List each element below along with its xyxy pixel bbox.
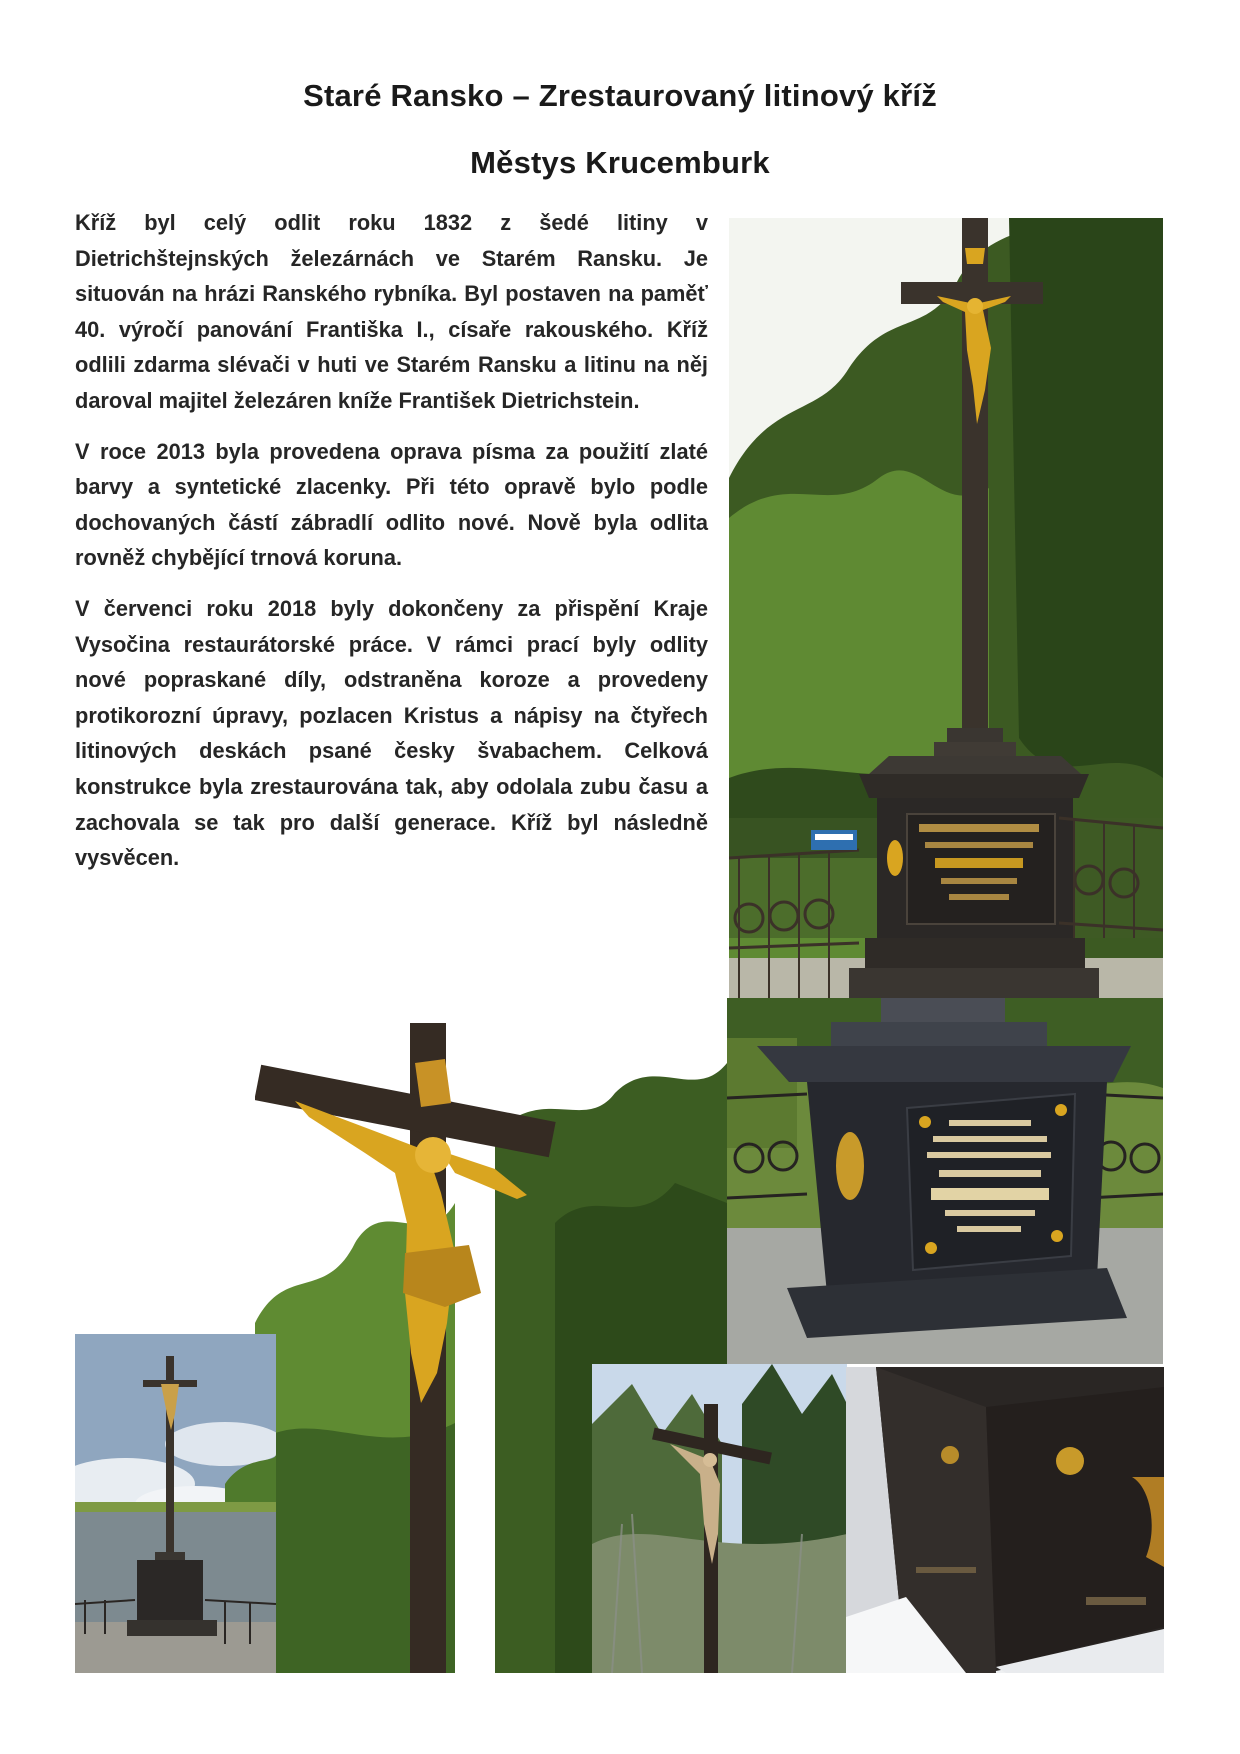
photo-cross-among-trees [592,1364,847,1673]
paragraph-repair-2013: V roce 2013 byla provedena oprava písma za použití zlaté barvy a syntetické zlacenky. Při této opravě bylo podle dochovaných částí zábradlí odlito nové. Nově byla odlita rovněž chybějící trnová koruna. [75,438,708,571]
paragraph-restoration-2018: V červenci roku 2018 byly dokončeny za přispění Kraje Vysočina restaurátorské práce. V rámci prací byly odlity nové popraskané díly, odstraněna koroze a provedeny protikorozní úpravy, pozlacen Kristus a nápisy na čtyřech litinových deskách psané česky švabachem. Celková konstrukce byla zrestaurována tak, aby odolala zubu času a zachovala se tak pro další generace. Kříž byl následně vysvěcen. [75,595,708,871]
page-title: Staré Ransko – Zrestaurovaný litinový kříž [303,78,937,113]
photo-cross-on-pedestal [729,218,1163,998]
paragraph-history: Kříž byl celý odlit roku 1832 z šedé litiny v Dietrichštejnských železárnách ve Starém Ransku. Je situován na hrázi Ranského rybníka. Byl postaven na paměť 40. výročí panování Františka I., císaře rakouského. Kříž odlili zdarma slévači v huti ve Starém Ransku a litinu na něj daroval majitel železáren kníže František Dietrichstein. [75,210,708,413]
page-subtitle: Městys Krucemburk [470,145,770,180]
article-body [75,205,708,891]
photo-pedestal-inscription [727,998,1163,1364]
photo-pedestal-detail [846,1367,1164,1673]
photo-cross-by-lake [75,1334,276,1673]
